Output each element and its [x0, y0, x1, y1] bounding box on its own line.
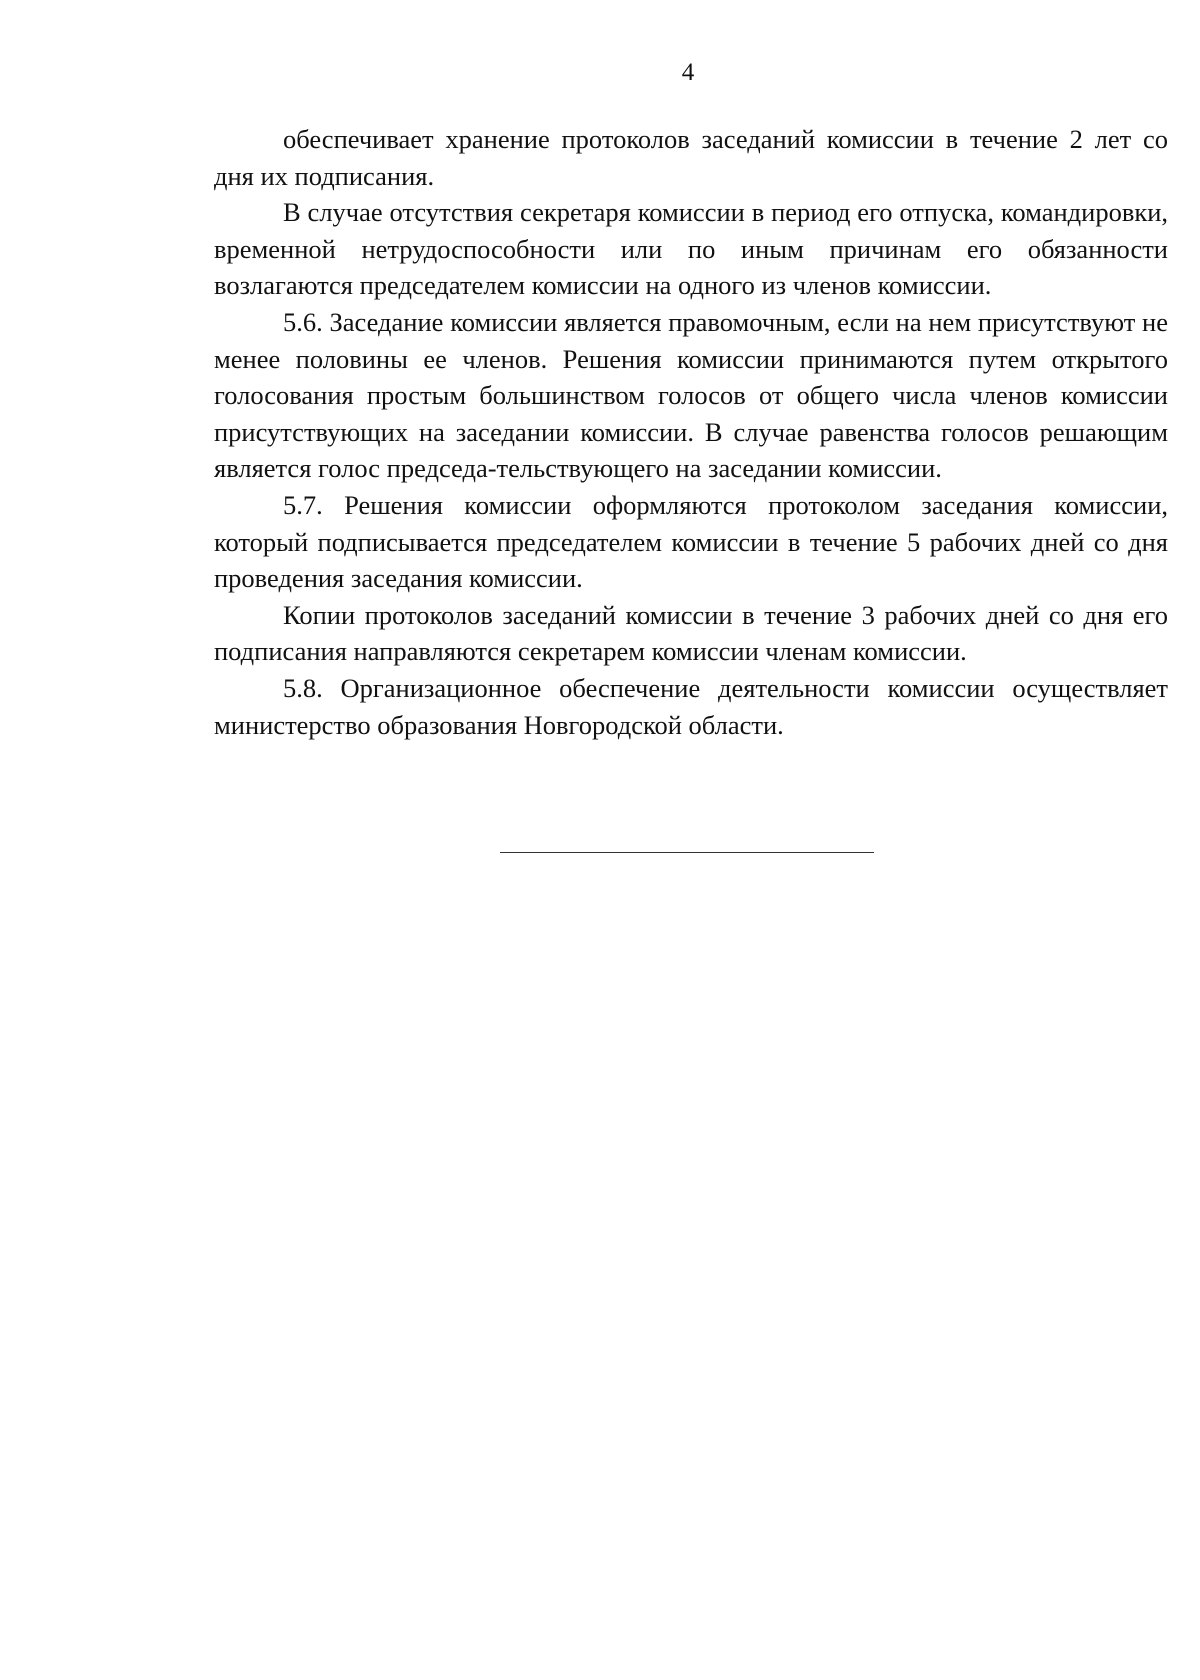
text-line: командировки, временной нетрудоспособности или по иным причинам его — [214, 197, 1169, 264]
text-line: присутствуют не менее половины ее членов. Решения комиссии — [214, 306, 1168, 374]
text-line: В случае равенства голосов решающим является голос председа- — [214, 416, 1168, 484]
page-number: 4 — [681, 59, 695, 86]
document-body — [214, 121, 1168, 743]
paragraph-clause-5-6 — [214, 304, 1168, 487]
text-line: В случае отсутствия секретаря комиссии в период его отпуска, — [283, 197, 994, 228]
text-line: со дня проведения заседания комиссии. — [214, 526, 1168, 594]
text-line: комиссии. — [877, 270, 992, 301]
paragraph-storage-of-minutes — [214, 121, 1168, 194]
text-line: его подписания направляются секретарем комиссии членам комиссии. — [214, 599, 1168, 667]
text-line: 5.8. Организационное обеспечение деятельности комиссии осуществляет — [283, 672, 1168, 703]
text-line: от общего числа членов комиссии присутствующих на заседании комиссии. — [214, 380, 1168, 447]
end-of-document-rule — [500, 852, 874, 853]
text-line: 5.6. Заседание комиссии является правомочным, если на нем — [283, 306, 972, 337]
text-line: принимаются путем открытого голосования простым большинством голосов — [214, 343, 1169, 411]
text-line: министерство образования Новгородской области. — [214, 709, 784, 740]
text-line: обязанности возлагаются председателем комиссии на одного из членов — [214, 233, 1168, 301]
text-line: 5.7. Решения комиссии оформляются протоколом заседания комиссии, — [283, 489, 1168, 520]
text-line: который подписывается председателем комиссии в течение 5 рабочих дней — [214, 526, 1085, 557]
paragraph-clause-5-7 — [214, 487, 1168, 597]
paragraph-copies-of-minutes — [214, 597, 1168, 670]
text-line: со дня их подписания. — [214, 124, 1169, 191]
text-line: тельствующего на заседании комиссии. — [496, 453, 942, 484]
paragraph-secretary-absence — [214, 194, 1168, 304]
paragraph-clause-5-8 — [214, 670, 1168, 743]
text-line: обеспечивает хранение протоколов заседаний комиссии в течение 2 лет — [283, 124, 1132, 154]
text-line: Копии протоколов заседаний комиссии в течение 3 рабочих дней со дня — [283, 599, 1124, 630]
